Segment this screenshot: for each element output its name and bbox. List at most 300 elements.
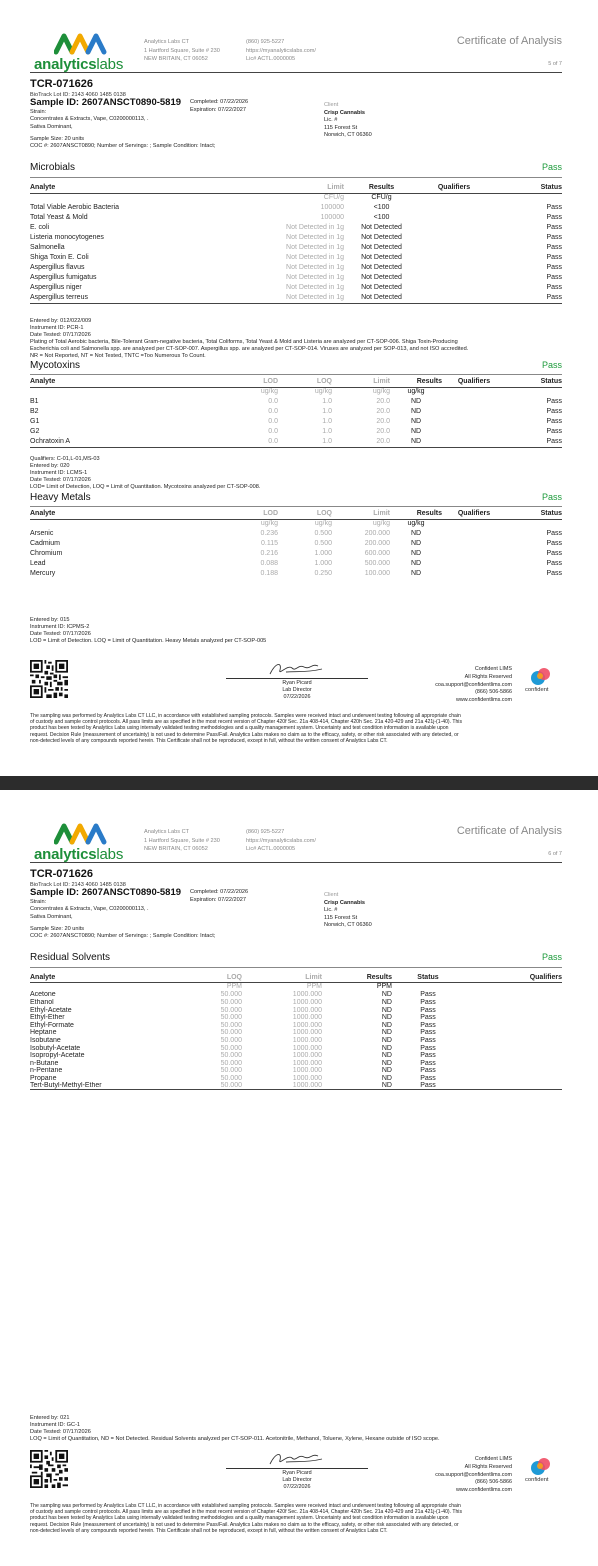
client-address-line2: Norwich, CT 06360 <box>324 922 372 929</box>
text-line: Instrument ID: ICPMS-2 <box>30 623 90 630</box>
col-analyte: Analyte <box>30 183 230 193</box>
text-line: non-detected levels of any compounds reported herein. This Certificate shall not be reproduced, except in full, without the written consent of Analytics Labs CT. <box>30 737 388 744</box>
text-line: LOD = Limit of Detection. LOQ = Limit of Quantitation. Heavy Metals analyzed per CT-SOP-005 <box>30 637 267 644</box>
lab-license: Lic# ACTL.0000005 <box>246 56 296 63</box>
sample-type: Sativa Dominant, <box>30 913 73 920</box>
table-row <box>30 1075 562 1083</box>
table-cell: <100 <box>373 213 390 221</box>
table-cell: 1.0 <box>322 417 332 425</box>
heavy-metals-status: Pass <box>541 492 562 502</box>
heavy-metals-rows <box>30 519 562 579</box>
table-cell <box>442 417 506 427</box>
table-cell <box>442 437 506 447</box>
lims-info <box>435 666 512 705</box>
table-cell <box>442 529 506 539</box>
table-cell: 1000.000 <box>292 1006 322 1014</box>
table-cell <box>419 263 489 273</box>
sample-type: Sativa Dominant, <box>30 123 73 130</box>
table-cell: Isobutyl-Acetate <box>30 1044 81 1052</box>
table-cell: Salmonella <box>30 243 65 251</box>
col-results: Results <box>322 974 392 983</box>
table-cell <box>442 549 506 559</box>
table-cell: Pass <box>420 991 436 999</box>
signature-line <box>226 678 368 679</box>
text-line: Date Tested: 07/17/2026 <box>30 1428 91 1435</box>
expiration-date: Expiration: 07/22/2027 <box>190 107 246 114</box>
col-loq: LOQ <box>190 974 242 983</box>
table-cell: Pass <box>420 1059 436 1067</box>
table-cell: ND <box>410 549 422 557</box>
table-row <box>30 283 562 293</box>
unit-cell <box>442 519 506 529</box>
lab-contact <box>246 38 316 64</box>
signature-scrawl-icon <box>266 1450 326 1468</box>
residual-solvents-table <box>30 974 562 1090</box>
table-cell: Lead <box>30 559 46 567</box>
table-cell: Pass <box>420 1029 436 1037</box>
table-cell: 1.0 <box>322 407 332 415</box>
unit-cell: PPM <box>306 983 322 991</box>
client-label: Client <box>324 102 339 108</box>
text-line: NR = Not Reported, NT = Not Tested, TNTC =Too Numerous To Count. <box>30 352 206 359</box>
lab-address-line1: 1 Hartford Square, Suite # 230 <box>144 837 220 844</box>
table-cell: 50.000 <box>220 1074 242 1082</box>
confident-logo <box>518 666 562 696</box>
col-status: Status <box>489 183 562 193</box>
table-row <box>30 1059 562 1067</box>
text-line: LOQ = Limit of Quantitation, ND = Not Detected. Residual Solvents analyzed per CT-SOP-011. Acetonitrile, Methanol, Toluene, Xylene, Hexane outside of ISO scope. <box>30 1435 440 1442</box>
unit-cell <box>464 983 562 992</box>
page-number: 5 of 7 <box>548 61 562 67</box>
col-loq: LOQ <box>278 377 332 387</box>
logo-wordmark <box>34 846 123 863</box>
table-cell: Pass <box>546 223 562 231</box>
col-loq: LOQ <box>278 509 332 519</box>
table-cell: Pass <box>392 1082 464 1090</box>
confident-wordmark: confident <box>525 1477 549 1483</box>
table-cell: ND <box>410 539 422 547</box>
table-cell: ND <box>410 397 422 405</box>
confident-mark-icon <box>530 666 552 686</box>
lims-rights: All Rights Reserved <box>464 673 512 680</box>
mycotoxins-table <box>30 377 562 448</box>
lab-address-line1: 1 Hartford Square, Suite # 230 <box>144 47 220 54</box>
table-cell: Pass <box>420 1044 436 1052</box>
table-cell: 50.000 <box>190 1082 242 1090</box>
unit-cell <box>30 519 230 529</box>
sample-id: Sample ID: 2607ANSCT0890-5819 <box>30 887 182 899</box>
table-cell: Isopropyl-Acetate <box>30 1052 85 1060</box>
table-cell: Ethyl-Ether <box>30 1014 65 1022</box>
lab-name: Analytics Labs CT <box>144 39 190 45</box>
table-cell: Pass <box>506 437 562 447</box>
table-cell: 20.0 <box>376 427 390 435</box>
table-row <box>30 223 562 233</box>
table-cell: Pass <box>546 243 562 251</box>
residual-solvents-rule <box>30 967 562 968</box>
sample-size: Sample Size: 20 units <box>30 925 85 932</box>
table-cell: 0.088 <box>260 559 278 567</box>
text-line: Plating of Total Aerobic bacteria, Bile-Tolerant Gram-negative bacteria, Total Coliforms, Total Yeast & Mold and Listeria are analyzed per CT-SOP-006. Shiga Toxin-Producing <box>30 338 458 345</box>
col-analyte: Analyte <box>30 377 230 387</box>
batch-number: TCR-071626 <box>30 78 93 90</box>
lims-website-link[interactable]: www.confidentlims.com <box>455 697 512 704</box>
table-cell: 20.0 <box>376 407 390 415</box>
heavy-metals-rule <box>30 506 562 507</box>
table-cell: 600.000 <box>364 549 390 557</box>
unit-cell <box>30 387 230 397</box>
unit-cell: ug/kg <box>260 388 278 396</box>
confident-mark-icon <box>530 1456 552 1476</box>
table-row <box>30 417 562 427</box>
table-cell <box>464 1014 562 1022</box>
disclaimer-text <box>30 1503 562 1534</box>
sample-size: Sample Size: 20 units <box>30 135 85 142</box>
table-cell: ND <box>410 427 422 435</box>
unit-cell: ug/kg <box>314 388 332 396</box>
table-row <box>30 263 562 273</box>
signature-date: 07/22/2026 <box>283 1483 311 1490</box>
residual-solvents-title: Residual Solvents <box>30 952 111 963</box>
table-cell: ND <box>390 437 442 447</box>
table-row <box>30 203 562 213</box>
table-cell: Pass <box>546 427 562 435</box>
table-cell <box>464 1075 562 1083</box>
lims-email-link[interactable]: coa.support@confidentlims.com <box>435 681 512 688</box>
lab-address <box>144 828 220 854</box>
text-line: Date Tested: 07/17/2026 <box>30 476 91 483</box>
col-status: Status <box>506 509 562 519</box>
table-cell <box>442 569 506 579</box>
unit-cell: PPM <box>376 983 392 991</box>
table-cell: Mercury <box>30 569 56 577</box>
lims-name: Confident LIMS <box>474 666 512 672</box>
table-cell: Aspergillus terreus <box>30 293 230 303</box>
table-cell: ND <box>381 1029 392 1037</box>
table-cell: Not Detected in 1g <box>286 283 344 291</box>
table-row <box>30 273 562 283</box>
table-row <box>30 529 562 539</box>
logo-text-bold: analytics <box>34 56 97 73</box>
table-cell: n-Butane <box>30 1059 59 1067</box>
signer-name: Ryan Picard <box>282 680 312 686</box>
table-cell: Pass <box>546 283 562 291</box>
table-cell: Tert-Butyl-Methyl-Ether <box>30 1082 190 1090</box>
table-cell: 50.000 <box>220 1029 242 1037</box>
table-cell: Not Detected in 1g <box>286 243 344 251</box>
table-cell <box>464 1067 562 1075</box>
signature-block <box>30 660 562 708</box>
units-row <box>30 193 562 203</box>
table-row <box>30 1067 562 1075</box>
text-line: non-detected levels of any compounds reported herein. This Certificate shall not be reproduced, except in full, without the written consent of Analytics Labs CT. <box>30 1527 388 1534</box>
lims-website-link[interactable]: www.confidentlims.com <box>455 1487 512 1494</box>
table-cell <box>464 1021 562 1029</box>
unit-cell <box>489 193 562 203</box>
table-cell: Pass <box>420 1036 436 1044</box>
table-cell: Total Viable Aerobic Bacteria <box>30 203 119 211</box>
signature-block <box>30 1450 562 1498</box>
table-row <box>30 1021 562 1029</box>
microbials-title: Microbials <box>30 162 76 173</box>
col-status: Status <box>506 377 562 387</box>
table-cell: Pass <box>546 549 562 557</box>
table-cell: Pass <box>420 998 436 1006</box>
table-cell: Pass <box>420 1074 436 1082</box>
table-cell: Ethanol <box>30 998 54 1006</box>
unit-cell <box>506 519 562 529</box>
table-cell: Pass <box>546 407 562 415</box>
table-cell: ND <box>410 417 422 425</box>
unit-cell: ug/kg <box>260 520 278 528</box>
table-cell <box>464 1037 562 1045</box>
col-lod: LOD <box>230 377 278 387</box>
table-cell: 50.000 <box>220 1021 242 1029</box>
table-cell: Not Detected <box>361 283 402 291</box>
client-address-line1: 115 Forest St <box>324 124 358 131</box>
coa-page-6 <box>0 790 598 1566</box>
table-cell: 0.0 <box>268 417 278 425</box>
table-cell: 20.0 <box>376 417 390 425</box>
table-cell <box>419 273 489 283</box>
table-cell <box>419 203 489 213</box>
table-cell: Not Detected in 1g <box>286 223 344 231</box>
strain: Strain: <box>30 899 47 906</box>
unit-cell: ug/kg <box>372 388 390 396</box>
table-cell: 0.236 <box>260 529 278 537</box>
confident-logo <box>518 1456 562 1486</box>
table-cell: Not Detected in 1g <box>286 273 344 281</box>
unit-cell: CFU/g <box>371 194 392 202</box>
table-cell: 0.216 <box>260 549 278 557</box>
text-line: Entered by: 020 <box>30 462 70 469</box>
residual-solvents-notes <box>30 1415 562 1443</box>
table-cell: 50.000 <box>220 1036 242 1044</box>
residual-solvents-status: Pass <box>541 952 562 962</box>
table-cell: Pass <box>546 233 562 241</box>
col-qualifiers: Qualifiers <box>442 509 506 519</box>
table-cell: 100000 <box>320 203 344 211</box>
header-divider <box>30 72 562 73</box>
unit-cell: CFU/g <box>323 194 344 202</box>
table-cell <box>419 293 489 303</box>
lab-phone: (860) 925-5227 <box>246 829 285 835</box>
coa-page-5 <box>0 0 598 776</box>
table-row <box>30 253 562 263</box>
table-cell: 50.000 <box>220 1006 242 1014</box>
table-cell <box>442 559 506 569</box>
table-cell: Pass <box>546 263 562 271</box>
table-cell: Not Detected <box>361 273 402 281</box>
unit-cell: ug/kg <box>407 520 425 528</box>
table-cell: 0.0 <box>268 397 278 405</box>
text-line: LOD= Limit of Detection, LOQ = Limit of Quantitation. Mycotoxins analyzed per CT-SOP-008. <box>30 483 261 490</box>
text-line: request. Decision Rule (measurement of uncertainty) is not used to determine Pass/Fail. Analytics Labs makes no claim as to the efficacy, safety, or other risk associated with any detected, or <box>30 1521 459 1528</box>
client-name: Crisp Cannabis <box>324 899 366 906</box>
lab-director-signature <box>226 1450 368 1488</box>
table-cell <box>419 223 489 233</box>
heavy-metals-title: Heavy Metals <box>30 492 91 503</box>
col-results: Results <box>344 183 419 193</box>
lims-email-link[interactable]: coa.support@confidentlims.com <box>435 1471 512 1478</box>
heavy-metals-section <box>30 492 562 592</box>
table-cell: Pass <box>420 1052 436 1060</box>
signer-details <box>226 1470 368 1490</box>
heavy-metals-table <box>30 509 562 579</box>
table-cell: ND <box>381 991 392 999</box>
table-cell: ND <box>381 1067 392 1075</box>
table-row <box>30 437 562 447</box>
table-cell: Not Detected <box>344 293 419 303</box>
mycotoxins-notes <box>30 456 562 491</box>
unit-cell <box>392 983 464 992</box>
table-cell: 1.0 <box>278 437 332 447</box>
signer-details <box>226 680 368 700</box>
table-cell: Ethyl-Acetate <box>30 1006 72 1014</box>
col-qualifiers: Qualifiers <box>419 183 489 193</box>
qr-code-icon[interactable] <box>30 660 68 698</box>
table-row <box>30 1044 562 1052</box>
table-cell <box>419 213 489 223</box>
table-cell: ND <box>381 1044 392 1052</box>
table-cell: Pass <box>489 293 562 303</box>
table-cell: 200.000 <box>364 529 390 537</box>
lab-website-link[interactable]: https://myanalyticslabs.com/ <box>246 47 316 54</box>
page-number: 6 of 7 <box>548 851 562 857</box>
table-row <box>30 549 562 559</box>
client-info <box>324 892 372 930</box>
unit-cell <box>30 983 190 992</box>
table-cell <box>419 233 489 243</box>
qr-code-icon[interactable] <box>30 1450 68 1488</box>
table-row <box>30 1006 562 1014</box>
table-row <box>30 213 562 223</box>
text-line: Instrument ID: PCR-1 <box>30 324 84 331</box>
lab-phone: (860) 925-5227 <box>246 39 285 45</box>
table-cell: ND <box>381 1052 392 1060</box>
signer-title: Lab Director <box>282 686 312 693</box>
table-cell: 1.000 <box>314 549 332 557</box>
table-cell: 1.000 <box>314 559 332 567</box>
coc-info: COC #: 2607ANSCT0890; Number of Servings: ; Sample Condition: Intact; <box>30 933 216 940</box>
text-line: The sampling was performed by Analytics Labs CT LLC, in accordance with established sampling protocols. Samples were received intact and underwent testing following all appropriate chain <box>30 1503 461 1509</box>
strain: Strain: <box>30 109 47 116</box>
units-row <box>30 983 562 992</box>
microbials-section <box>30 162 562 312</box>
table-cell: 1000.000 <box>292 1044 322 1052</box>
text-line: Instrument ID: GC-1 <box>30 1421 81 1428</box>
table-cell: 0.500 <box>314 539 332 547</box>
table-row <box>30 559 562 569</box>
table-cell <box>442 539 506 549</box>
lims-rights: All Rights Reserved <box>464 1463 512 1470</box>
units-row <box>30 387 562 397</box>
table-cell: 0.0 <box>268 427 278 435</box>
table-cell: Pass <box>420 1006 436 1014</box>
table-cell: G1 <box>30 417 40 425</box>
text-line: Escherichia coli and Salmonella spp. are analyzed per CT-SOP-007. Aspergillus spp. are analyzed per CT-SOP-014. Viruses are analyzed per SOP-013, and not ISO accredited. <box>30 345 469 352</box>
table-cell: Aspergillus niger <box>30 283 82 291</box>
table-cell: n-Pentane <box>30 1067 63 1075</box>
table-cell: G2 <box>30 427 40 435</box>
table-cell: Not Detected in 1g <box>286 263 344 271</box>
lims-phone: (866) 506-5866 <box>475 1479 512 1486</box>
microbials-rule <box>30 177 562 178</box>
batch-number: TCR-071626 <box>30 868 93 880</box>
col-qualifiers: Qualifiers <box>464 974 562 983</box>
table-cell: Chromium <box>30 549 63 557</box>
col-lod: LOD <box>230 509 278 519</box>
lab-header <box>30 30 562 72</box>
coc-info: COC #: 2607ANSCT0890; Number of Servings: ; Sample Condition: Intact; <box>30 143 216 150</box>
table-cell: ND <box>410 569 422 577</box>
table-cell <box>442 407 506 417</box>
table-cell: Not Detected <box>361 263 402 271</box>
table-cell: Ethyl-Formate <box>30 1021 74 1029</box>
unit-cell: ug/kg <box>407 388 425 396</box>
sample-dates <box>190 888 248 904</box>
table-cell: Isobutane <box>30 1036 61 1044</box>
unit-cell: ug/kg <box>314 520 332 528</box>
table-cell: 50.000 <box>220 1014 242 1022</box>
table-cell: ND <box>381 1059 392 1067</box>
table-row <box>30 1052 562 1060</box>
table-cell: 1000.000 <box>292 1074 322 1082</box>
page-divider <box>0 776 598 790</box>
lab-logo <box>34 30 134 72</box>
completed-date: Completed: 07/22/2026 <box>190 99 249 106</box>
table-cell: Pass <box>546 569 562 577</box>
sample-meta <box>30 868 562 948</box>
table-cell: Pass <box>546 213 562 221</box>
table-row <box>30 243 562 253</box>
lab-header <box>30 820 562 862</box>
table-cell: Propane <box>30 1074 57 1082</box>
table-cell: E. coli <box>30 223 50 231</box>
text-line: of custody and sample control protocols. All pass limits are as specified in the most recent version of Chapter 420f Sec. 21a 408-414, Chapter 420h Sec. 21a 420-429 and 21a 421j-(1-40). This <box>30 719 462 726</box>
logo-text-light: labs <box>96 56 124 73</box>
table-cell: Not Detected in 1g <box>230 293 344 303</box>
lab-website-link[interactable]: https://myanalyticslabs.com/ <box>246 837 316 844</box>
table-cell <box>464 1044 562 1052</box>
lab-address-line2: NEW BRITAIN, CT 06052 <box>144 846 208 853</box>
signature-scrawl-icon <box>266 660 326 678</box>
unit-cell <box>442 387 506 397</box>
table-cell <box>419 243 489 253</box>
table-cell: Not Detected <box>361 223 402 231</box>
text-line: product has been tested by Analytics Labs using internally validated testing methodologies and a quality management system. Uncertainty and test condition information is available upon <box>30 1515 449 1522</box>
table-cell: Cadmium <box>30 539 60 547</box>
table-cell: 0.115 <box>261 539 278 547</box>
text-line: of custody and sample control protocols. All pass limits are as specified in the most recent version of Chapter 420f Sec. 21a 408-414, Chapter 420h Sec. 21a 420-429 and 21a 421j-(1-40). This <box>30 1509 462 1516</box>
table-row <box>30 569 562 579</box>
col-limit: Limit <box>242 974 322 983</box>
text-line: Entered by: 012/022/009 <box>30 318 92 324</box>
table-cell: 1.0 <box>322 397 332 405</box>
table-cell <box>442 397 506 407</box>
microbials-table <box>30 183 562 304</box>
table-row <box>30 1037 562 1045</box>
disclaimer-text <box>30 713 562 744</box>
table-cell: ND <box>381 1074 392 1082</box>
col-qualifiers: Qualifiers <box>442 377 506 387</box>
table-cell: 1000.000 <box>242 1082 322 1090</box>
table-cell: ND <box>381 1006 392 1014</box>
table-cell <box>464 1052 562 1060</box>
table-cell: 50.000 <box>220 998 242 1006</box>
analytics-labs-mark-icon <box>54 30 114 56</box>
table-cell: 1000.000 <box>292 1052 322 1060</box>
